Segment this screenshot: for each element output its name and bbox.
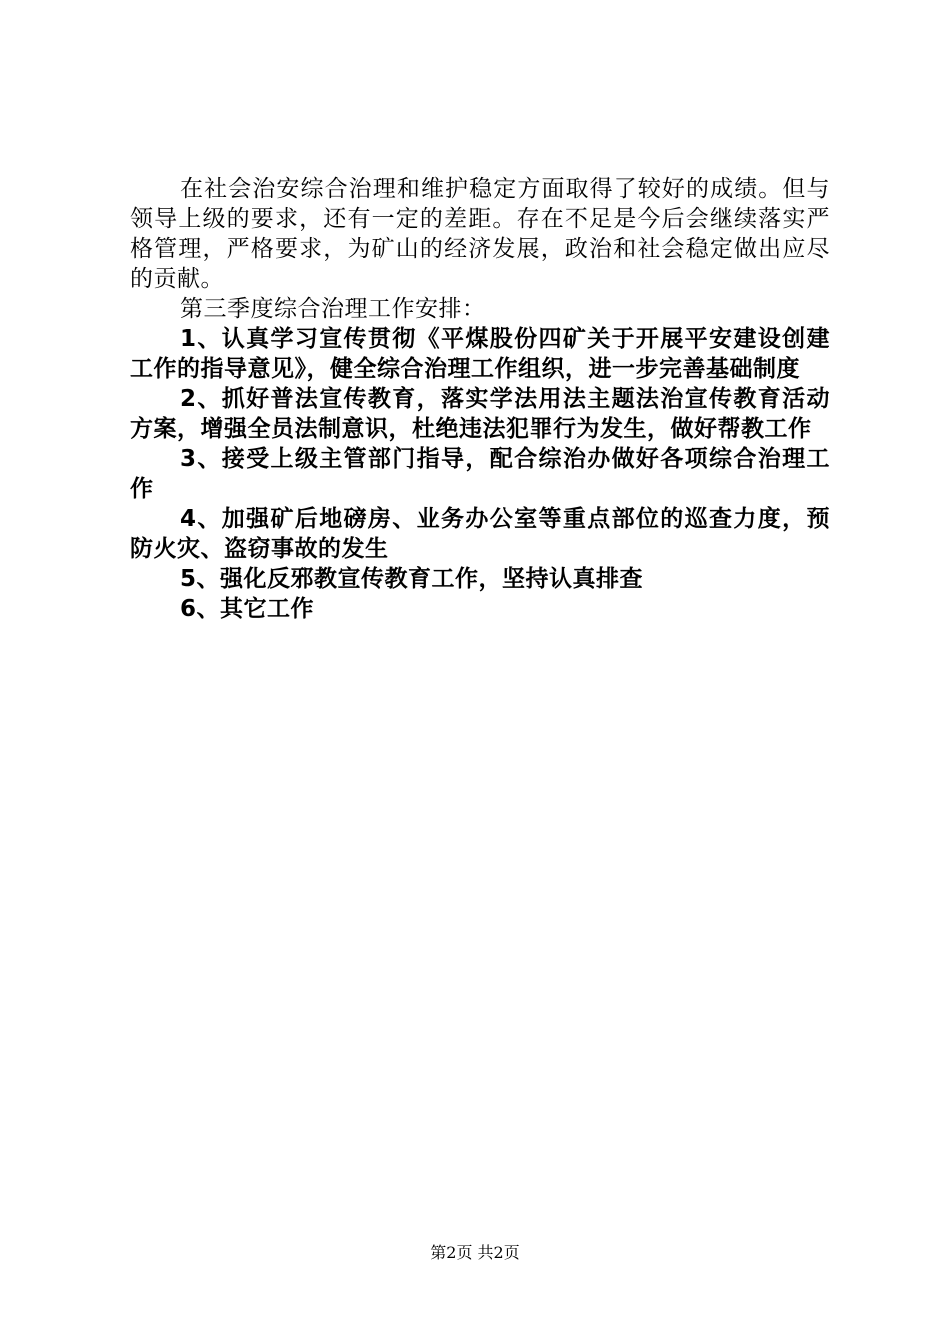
list-item: 6、其它工作	[180, 596, 315, 622]
section-heading: 第三季度综合治理工作安排：	[180, 296, 486, 322]
list-item: 1、认真学习宣传贯彻《平煤股份四矿关于开展平安建设创建工作的指导意见》，健全综合治理工作组织，进一步完善基础制度	[130, 326, 830, 382]
summary-paragraph: 在社会治安综合治理和维护稳定方面取得了较好的成绩。但与领导上级的要求，还有一定的差距。存在不足是今后会继续落实严格管理，严格要求，为矿山的经济发展，政治和社会稳定做出应尽的贡献。	[130, 176, 830, 292]
list-item: 5、强化反邪教宣传教育工作，坚持认真排查	[180, 566, 644, 592]
list-item: 4、加强矿后地磅房、业务办公室等重点部位的巡查力度，预防火灾、盗窃事故的发生	[130, 506, 830, 562]
list-item: 2、抓好普法宣传教育，落实学法用法主题法治宣传教育活动方案，增强全员法制意识，杜绝违法犯罪行为发生，做好帮教工作	[130, 386, 830, 442]
list-item: 3、接受上级主管部门指导，配合综治办做好各项综合治理工作	[130, 446, 830, 502]
document-body	[130, 174, 830, 624]
page-footer: 第2页 共2页	[430, 1243, 520, 1262]
